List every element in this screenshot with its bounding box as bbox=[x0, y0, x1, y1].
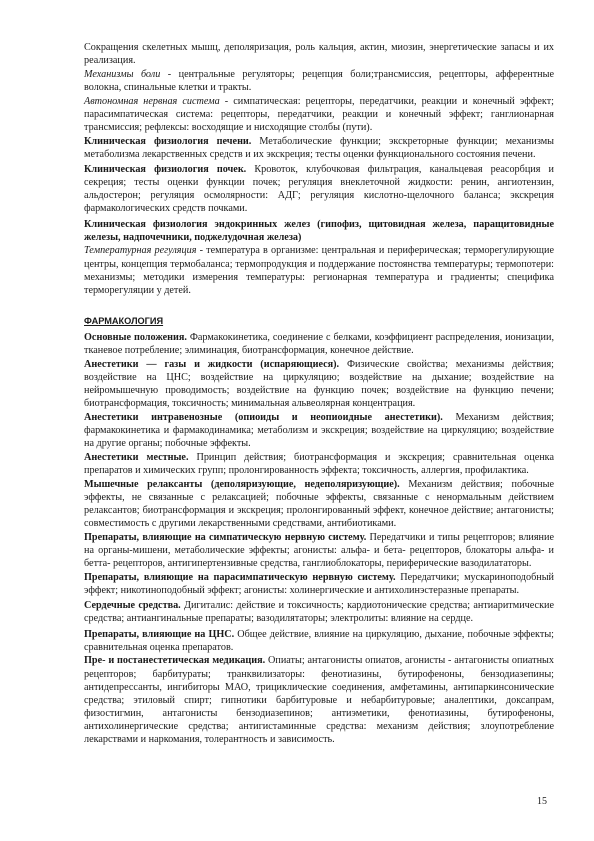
pharmacology-block bbox=[84, 331, 554, 746]
term-kidney-physiology: Клиническая физиология почек. bbox=[84, 163, 247, 175]
paragraph-basic-principles: Основные положения. Фармакокинетика, соединение с белками, коэффициент распределения, ионизации, тканевое потребление; элиминация, биотрансформация, конечное действие. bbox=[84, 332, 554, 357]
paragraph-parasympathetic-drugs: Препараты, влияющие на парасимпатическую нервную систему. Передатчики; мускариноподобный эффект; никотиноподобный эффект; агонисты: холинергические и антихолинэстеразные препараты. bbox=[84, 571, 554, 597]
term-inhaled-anesthetics: Анестетики — газы и жидкости (испаряющиеся). bbox=[84, 358, 340, 370]
paragraph-kidney-physiology: Клиническая физиология почек. Кровоток, клубочковая фильтрация, канальцевая реасорбция и секреция; тесты оценки функции почек; регуляция внеклеточной жидкости: ренин, ангиотензин, альдостерон; регуляция осмолярности: АДГ; регуляция кислотно-щелочного баланса; экскреция фармакологических средств почками. bbox=[84, 163, 554, 215]
paragraph-premedication: Пре- и постанестетическая медикация. Опиаты; антагонисты опиатов, агонисты - антагонисты опиатных рецепторов; барбитураты; транквилизаторы: фенотиазины, бутирофеноны, бензодиазепины; антидепрессанты, ингибиторы МАО, трициклические соединения, амфетамины, антипаркинсонические средства; этиловый спирт; гипнотики барбитуровые и небарбитуровые; аналептики, доксапрам, физостигмин, антагонисты бензодиазепинов; антиэметики, фенотиазины, бутирофеноны, антихолинергические средства; антигистаминные средства: механизм действия; злоупотребление лекарствами и наркомания, толерантность и зависимость. bbox=[84, 655, 554, 746]
paragraph-liver-physiology: Клиническая физиология печени. Метаболические функции; экскреторные функции; механизмы метаболизма лекарственных средств и их экскреция; тесты оценки функционального состояния печени. bbox=[84, 135, 554, 160]
term-cardiac-drugs: Сердечные средства. bbox=[84, 600, 181, 612]
paragraph-pain-mechanisms: Механизмы боли - центральные регуляторы; рецепция боли;трансмиссия, рецепторы, афферентные волокна, спинальные клетки и тракты. bbox=[84, 68, 554, 93]
physiology-block bbox=[84, 41, 554, 297]
paragraph-intravenous-anesthetics: Анестетики интравенозные (опиоиды и неопиоидные анестетики). Механизм действия; фармакокинетика и фармакодинамика; метаболизм и экскреция; воздействие на циркуляцию; воздействие на другие органы; побочные эффекты. bbox=[84, 412, 555, 450]
term-premedication: Пре- и постанестетическая медикация. bbox=[84, 655, 266, 667]
term-muscle-relaxants: Мышечные релаксанты (деполяризующие, недеполяризующие). bbox=[84, 478, 400, 490]
paragraph-local-anesthetics: Анестетики местные. Принцип действия; биотрансформация и экскреция; сравнительная оценка препаратов и химических групп; пролонгированность эффекта; токсичность, аллергия, профилактика. bbox=[84, 452, 554, 477]
section-title-pharmacology: ФАРМАКОЛОГИЯ bbox=[84, 315, 164, 326]
page-number: 15 bbox=[537, 796, 547, 807]
term-local-anesthetics: Анестетики местные. bbox=[84, 452, 189, 464]
term-endocrine-physiology: Клиническая физиология эндокринных желез (гипофиз, щитовидная железа, паращитовидные железы, надпочечники, поджелудочная железа) bbox=[84, 218, 554, 243]
paragraph-endocrine-physiology bbox=[84, 218, 554, 244]
term-sympathetic-drugs: Препараты, влияющие на симпатическую нервную систему. bbox=[84, 531, 367, 543]
term-intravenous-anesthetics: Анестетики интравенозные (опиоиды и неопиоидные анестетики). bbox=[84, 412, 443, 424]
paragraph-sympathetic-drugs: Препараты, влияющие на симпатическую нервную систему. Передатчики и типы рецепторов; влияние на органы-мишени, метаболические эффекты; агонисты: альфа- и бета- рецепторов, блокаторы альфа- и бетта- рецепторов, антигипертензивные средства, ганглиоблокаторы, периферические вазодилататоры. bbox=[84, 531, 554, 570]
paragraph-muscle-contraction: Сокращения скелетных мышц, деполяризация, роль кальция, актин, миозин, энергетические запасы и их реализация. bbox=[84, 42, 554, 67]
term-parasympathetic-drugs: Препараты, влияющие на парасимпатическую нервную систему. bbox=[84, 571, 396, 583]
paragraph-cardiac-drugs: Сердечные средства. Дигиталис: действие и токсичность; кардиотонические средства; антиаритмические средства; антиангинальные препараты; вазодилятаторы; электролиты: влияние на сердце. bbox=[84, 600, 554, 625]
paragraph-autonomic-nervous-system: Автономная нервная система - симпатическая: рецепторы, передатчики, реакции и конечный эффект; парасимпатическая система: рецепторы, передатчики, реакции и конечный эффект; ганглионарная трансмиссия; рефлексы: восходящие и нисходящие столбы (пути). bbox=[84, 95, 554, 133]
term-liver-physiology: Клиническая физиология печени. bbox=[84, 135, 252, 147]
term-basic-principles: Основные положения. bbox=[84, 332, 187, 344]
paragraph-muscle-relaxants: Мышечные релаксанты (деполяризующие, недеполяризующие). Механизм действия; побочные эффекты, не связанные с релаксацией; побочные эффекты, связанные с ненормальным действием релаксантов; биотрансформация и экскреция; пролонгированный эффект, конечное действие; антагонисты; совместимость с другими лекарственными средствами, антибиотиками. bbox=[84, 478, 554, 530]
paragraph-temperature-regulation: Температурная регуляция - температура в организме: центральная и периферическая; терморегулирующие центры, концепция термобаланса; термопродукция и поддержание постоянства температуры; термопотери: механизмы; методики измерения температуры: регионарная температура и градиенты; специфика терморегуляции у детей. bbox=[84, 245, 554, 296]
term-autonomic-nervous-system: Автономная нервная система bbox=[84, 95, 220, 107]
paragraph-cns-drugs: Препараты, влияющие на ЦНС. Общее действие, влияние на циркуляцию, дыхание, побочные эффекты; сравнительная оценка препаратов. bbox=[84, 628, 554, 653]
term-pain-mechanisms: Механизмы боли bbox=[84, 68, 161, 80]
document-page bbox=[84, 41, 554, 747]
term-temperature-regulation: Температурная регуляция bbox=[84, 245, 197, 257]
term-cns-drugs: Препараты, влияющие на ЦНС. bbox=[84, 628, 235, 640]
paragraph-inhaled-anesthetics: Анестетики — газы и жидкости (испаряющиеся). Физические свойства; механизмы действия; воздействие на ЦНС; воздействие на циркуляцию; воздействие на дыхание; воздействие на нейромышечную проводимость; воздействие на функцию почек; воздействие на функцию печени; биотрансформация, токсичность; минимальная альвеолярная концентрация. bbox=[84, 358, 554, 410]
